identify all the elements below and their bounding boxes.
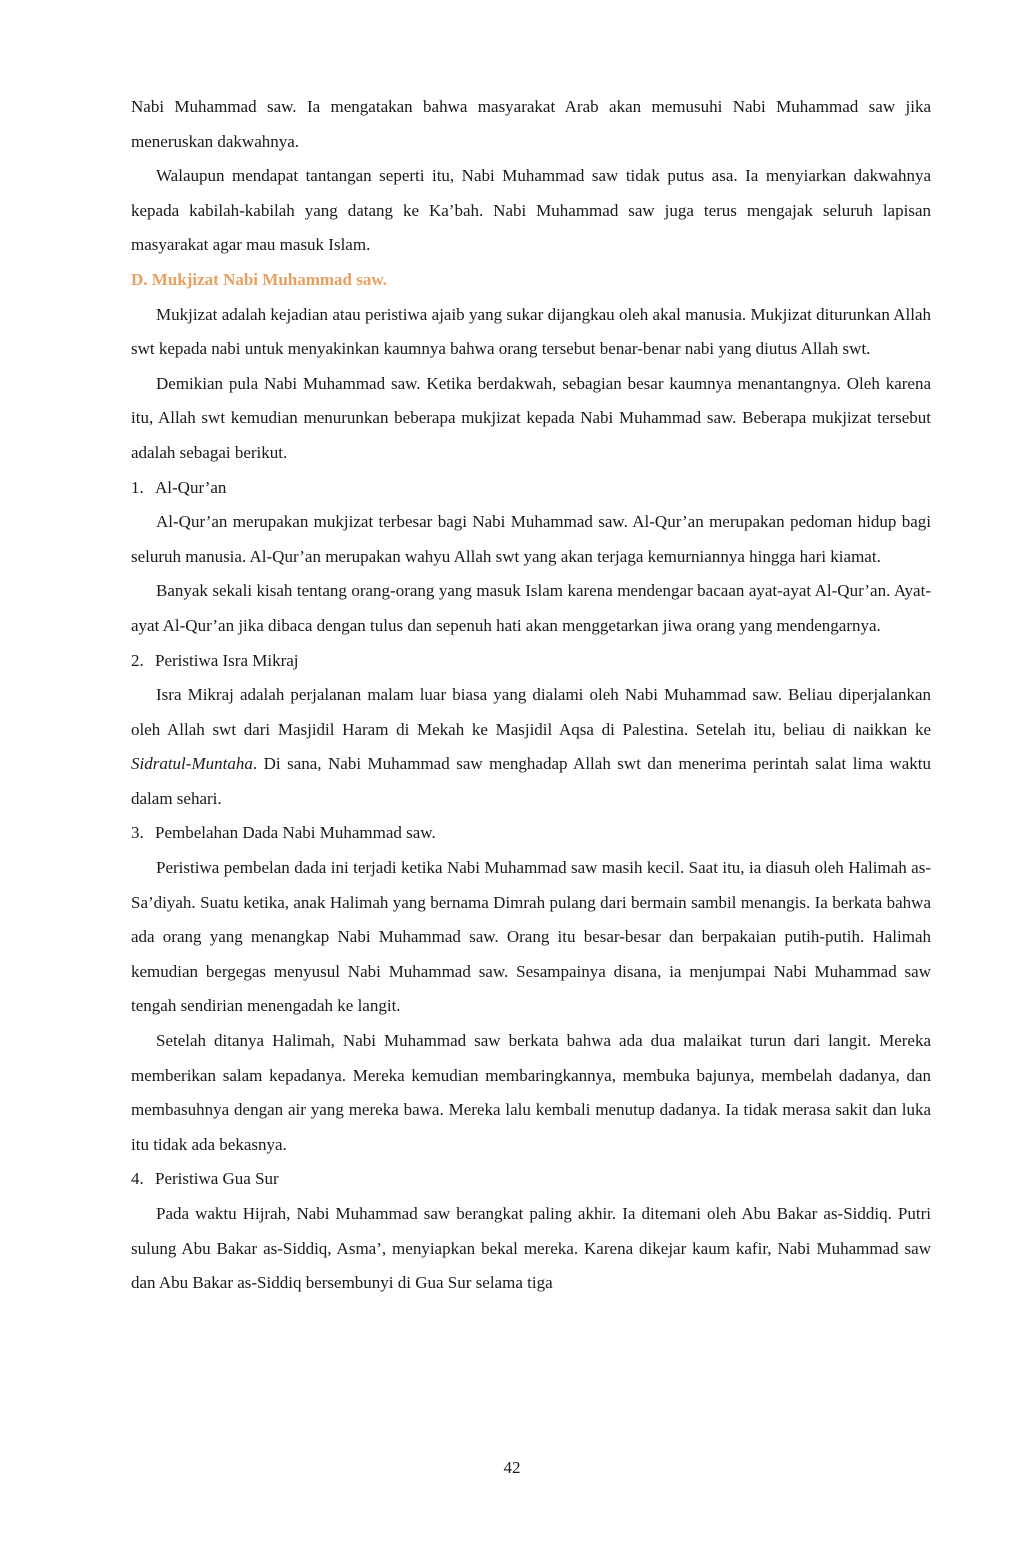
list-item-title bbox=[131, 816, 931, 851]
text-run: Isra Mikraj adalah perjalanan malam luar biasa yang dialami oleh Nabi Muhammad saw. Beliau diperjalankan oleh Allah swt dari Masjidil Haram di Mekah ke Masjidil Aqsa di Palestina. Setelah itu, beliau di naikkan ke bbox=[131, 685, 931, 739]
list-number: 2. bbox=[131, 650, 144, 670]
page-number: 42 bbox=[503, 1458, 521, 1477]
list-title: Peristiwa Isra Mikraj bbox=[155, 650, 299, 670]
italic-term: Sidratul-Muntaha bbox=[131, 754, 253, 774]
paragraph: Al-Qur’an merupakan mukjizat terbesar bagi Nabi Muhammad saw. Al-Qur’an merupakan pedoman hidup bagi seluruh manusia. Al-Qur’an merupakan wahyu Allah swt yang akan terjaga kemurniannya hingga hari kiamat. bbox=[131, 512, 931, 566]
list-title: Peristiwa Gua Sur bbox=[155, 1169, 279, 1189]
list-item-title bbox=[131, 1162, 931, 1197]
list-number: 1. bbox=[131, 477, 144, 497]
paragraph: Banyak sekali kisah tentang orang-orang yang masuk Islam karena mendengar bacaan ayat-ayat Al-Qur’an. Ayat-ayat Al-Qur’an jika dibaca dengan tulus dan sepenuh hati akan menggetarkan jiwa orang yang mendengarnya. bbox=[131, 581, 931, 635]
paragraph: Mukjizat adalah kejadian atau peristiwa ajaib yang sukar dijangkau oleh akal manusia. Mukjizat diturunkan Allah swt kepada nabi untuk menyakinkan kaumnya bahwa orang tersebut benar-benar nabi yang diutus Allah swt. bbox=[131, 304, 931, 359]
paragraph: Peristiwa pembelan dada ini terjadi ketika Nabi Muhammad saw masih kecil. Saat itu, ia diasuh oleh Halimah as-Sa’diyah. Suatu ketika, anak Halimah yang bernama Dimrah pulang dari bermain sambil menangis. Ia berkata bahwa ada orang yang menangkap Nabi Muhammad saw. Orang itu besar-besar dan berpakaian putih-putih. Halimah kemudian bergegas menyusul Nabi Muhammad saw. Sesampainya disana, ia menjumpai Nabi Muhammad saw tengah sendirian menengadah ke langit. bbox=[131, 858, 931, 1016]
paragraph: Demikian pula Nabi Muhammad saw. Ketika berdakwah, sebagian besar kaumnya menantangnya. Oleh karena itu, Allah swt kemudian menurunkan beberapa mukjizat kepada Nabi Muhammad saw. Beberapa mukjizat tersebut adalah sebagai berikut. bbox=[131, 373, 931, 462]
list-title: Pembelahan Dada Nabi Muhammad saw. bbox=[155, 823, 436, 843]
paragraph: Nabi Muhammad saw. Ia mengatakan bahwa masyarakat Arab akan memusuhi Nabi Muhammad saw jika meneruskan dakwahnya. bbox=[131, 97, 931, 151]
paragraph bbox=[131, 678, 931, 816]
paragraph: Pada waktu Hijrah, Nabi Muhammad saw berangkat paling akhir. Ia ditemani oleh Abu Bakar as-Siddiq. Putri sulung Abu Bakar as-Siddiq, Asma’, menyiapkan bekal mereka. Karena dikejar kaum kafir, Nabi Muhammad saw dan Abu Bakar as-Siddiq bersembunyi di Gua Sur selama tiga bbox=[131, 1204, 931, 1293]
list-number: 4. bbox=[131, 1169, 144, 1189]
section-heading: D. Mukjizat Nabi Muhammad saw. bbox=[131, 269, 387, 289]
list-item-title bbox=[131, 471, 931, 506]
document-page bbox=[131, 90, 931, 1301]
text-run: . Di sana, Nabi Muhammad saw menghadap Allah swt dan menerima perintah salat lima waktu dalam sehari. bbox=[131, 754, 931, 808]
list-title: Al-Qur’an bbox=[155, 477, 227, 497]
list-number: 3. bbox=[131, 823, 144, 843]
paragraph: Walaupun mendapat tantangan seperti itu, Nabi Muhammad saw tidak putus asa. Ia menyiarkan dakwahnya kepada kabilah-kabilah yang datang ke Ka’bah. Nabi Muhammad saw juga terus mengajak seluruh lapisan masyarakat agar mau masuk Islam. bbox=[131, 166, 931, 255]
list-item-title bbox=[131, 644, 931, 679]
paragraph: Setelah ditanya Halimah, Nabi Muhammad saw berkata bahwa ada dua malaikat turun dari langit. Mereka memberikan salam kepadanya. Mereka kemudian membaringkannya, membuka bajunya, membelah dadanya, dan membasuhnya dengan air yang mereka bawa. Mereka lalu kembali menutup dadanya. Ia tidak merasa sakit dan luka itu tidak ada bekasnya. bbox=[131, 1031, 931, 1154]
